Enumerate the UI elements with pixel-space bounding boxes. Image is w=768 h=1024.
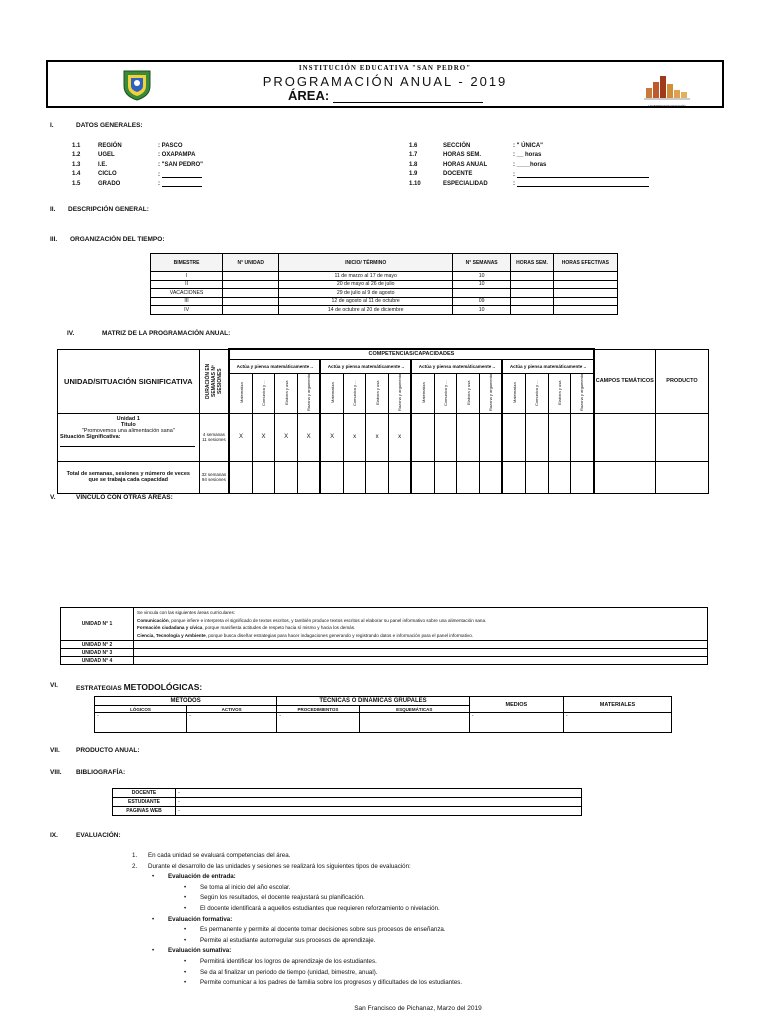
- tiempo-header: BIMESTRE: [151, 254, 223, 272]
- producto-cell: [655, 461, 708, 493]
- producto-cell: [655, 413, 708, 461]
- capacidad-mark: [571, 413, 594, 461]
- tiempo-cell: 10: [453, 280, 511, 289]
- capacidad-mark: x: [366, 413, 389, 461]
- matriz-producto: PRODUCTO: [655, 349, 708, 413]
- capacidad-mark: X: [275, 413, 298, 461]
- biblio-value: -: [176, 798, 582, 807]
- tiempo-cell: [223, 289, 279, 298]
- capacidad-header: Elabora y usa: [457, 373, 480, 413]
- table-row: [61, 657, 708, 665]
- section-5-title: VINCULO CON OTRAS ÁREAS:: [76, 494, 173, 501]
- tiempo-cell: 20 de mayo al 26 de julio: [279, 280, 453, 289]
- capacidad-header: Comunica y ...: [434, 373, 457, 413]
- capacidad-mark: [502, 413, 525, 461]
- datos-key: UGEL: [98, 152, 115, 159]
- university-logo-icon: [642, 70, 692, 108]
- tiempo-cell: I: [151, 272, 223, 281]
- tiempo-cell: [453, 289, 511, 298]
- section-8-number: VIII.: [50, 769, 62, 776]
- total-cell: [252, 461, 275, 493]
- evaluacion-subitem: • Es permanente y permite al docente tomar decisiones sobre sus procesos de enseñanza.: [184, 925, 732, 936]
- procedimientos-header: PROCEDIMIENTOS: [277, 706, 359, 713]
- tiempo-cell: 10: [453, 272, 511, 281]
- datos-value: : "SAN PEDRO": [158, 161, 204, 168]
- vinculo-unidad-text: [134, 657, 708, 665]
- evaluacion-body: [132, 851, 732, 989]
- campos-cell: [594, 461, 656, 493]
- document-header: [46, 60, 724, 108]
- datos-value: : __ horas: [513, 152, 542, 159]
- tiempo-cell: [223, 297, 279, 306]
- table-row: [61, 641, 708, 649]
- tiempo-cell: 09: [453, 297, 511, 306]
- tiempo-header: INICIO/ TÉRMINO: [279, 254, 453, 272]
- datos-value: : PASCO: [158, 142, 183, 149]
- total-cell: [297, 461, 320, 493]
- bullet-icon: •: [184, 894, 187, 902]
- capacidad-header: Razona y argumenta: [297, 373, 320, 413]
- datos-num: 1.8: [409, 161, 418, 168]
- datos-num: 1.4: [72, 171, 81, 178]
- table-row: [61, 649, 708, 657]
- datos-row: [409, 170, 649, 180]
- table-row: [113, 798, 582, 807]
- competencia-group: Actúa y piensa matemáticamente ..: [502, 359, 593, 373]
- institution-name: INSTITUCIÓN EDUCATIVA "SAN PEDRO": [298, 64, 472, 72]
- capacidad-mark: x: [388, 413, 411, 461]
- capacidad-mark: X: [320, 413, 343, 461]
- tiempo-cell: [553, 289, 617, 298]
- datos-key: HORAS ANUAL: [443, 161, 488, 168]
- datos-value: :: [513, 170, 649, 180]
- vinculo-unidad: UNIDAD N° 2: [61, 641, 134, 649]
- tiempo-cell: [223, 306, 279, 315]
- tiempo-cell: III: [151, 297, 223, 306]
- table-row: [151, 297, 618, 306]
- esquematicas-cell: [359, 713, 469, 733]
- capacidad-header: Matematiza: [229, 373, 252, 413]
- materiales-cell: -: [563, 713, 671, 733]
- tiempo-header: HORAS EFECTIVAS: [553, 254, 617, 272]
- tiempo-cell: 29 de julio al 9 de agosto: [279, 289, 453, 298]
- datos-value: : OXAPAMPA: [158, 152, 196, 159]
- biblio-key: DOCENTE: [113, 789, 176, 798]
- medios-header: MEDIOS: [469, 697, 563, 713]
- tiempo-header: HORAS SEM.: [511, 254, 553, 272]
- datos-num: 1.6: [409, 142, 418, 149]
- total-cell: [457, 461, 480, 493]
- tiempo-cell: II: [151, 280, 223, 289]
- vinculo-unidad-text: [134, 649, 708, 657]
- datos-key: HORAS SEM.: [443, 152, 482, 159]
- table-row: [151, 272, 618, 281]
- evaluacion-item-2: 2. Durante el desarrollo de las unidades y sesiones se realizará los siguientes tipos de evaluación:: [132, 862, 411, 870]
- section-2-title: DESCRIPCIÓN GENERAL:: [68, 206, 149, 213]
- section-2-number: II.: [50, 206, 56, 213]
- tiempo-cell: 10: [453, 306, 511, 315]
- datos-num: 1.2: [72, 152, 81, 159]
- capacidad-header: Razona y argumenta: [571, 373, 594, 413]
- bullet-icon: •: [152, 915, 155, 923]
- capacidad-mark: X: [252, 413, 275, 461]
- total-cell: [548, 461, 571, 493]
- capacidad-mark: [548, 413, 571, 461]
- matriz-col-unidad: UNIDAD/SITUACIÓN SIGNIFICATIVA: [58, 349, 200, 413]
- datos-key: SECCIÓN: [443, 142, 471, 149]
- datos-key: GRADO: [98, 180, 121, 187]
- evaluacion-subitem: • Permite al estudiante autorregular sus procesos de aprendizaje.: [184, 936, 732, 947]
- evaluacion-subitem: • Según los resultados, el docente reajustará su planificación.: [184, 893, 732, 904]
- datos-row: [72, 141, 203, 151]
- section-9-title: EVALUACIÓN:: [76, 832, 121, 839]
- section-9-number: IX.: [50, 832, 58, 839]
- logicos-cell: -: [95, 713, 187, 733]
- total-cell: [388, 461, 411, 493]
- area-blank: [333, 90, 483, 103]
- datos-right: [409, 141, 649, 189]
- evaluacion-tipo: • Evaluación de entrada:: [152, 872, 732, 883]
- matriz-competencias: COMPETENCIAS/CAPACIDADES: [229, 349, 593, 359]
- tiempo-cell: [511, 280, 553, 289]
- biblio-key: PAGINAS WEB: [113, 807, 176, 816]
- matriz-col-duracion: DURACIÓN EN SEMANAS Nº SESIONES: [199, 349, 229, 413]
- tiempo-cell: [511, 306, 553, 315]
- datos-num: 1.1: [72, 142, 81, 149]
- biblio-key: ESTUDIANTE: [113, 798, 176, 807]
- capacidad-mark: [457, 413, 480, 461]
- total-cell: [502, 461, 525, 493]
- vinculo-unidad-1: UNIDAD N° 1: [61, 608, 134, 641]
- tiempo-cell: [223, 272, 279, 281]
- biblio-value: -: [176, 789, 582, 798]
- evaluacion-item-1: 1. En cada unidad se evaluará competencias del área.: [132, 852, 291, 859]
- capacidad-header: Elabora y usa: [275, 373, 298, 413]
- bullet-icon: •: [152, 947, 155, 955]
- total-label: Total de semanas, sesiones y número de veces que se trabaja cada capacidad: [58, 461, 200, 493]
- procedimientos-cell: -: [277, 713, 359, 733]
- tiempo-header: N° SEMANAS: [453, 254, 511, 272]
- capacidad-header: Matematiza: [411, 373, 434, 413]
- bullet-icon: •: [184, 926, 187, 934]
- capacidad-header: Elabora y usa: [548, 373, 571, 413]
- matriz-campos: CAMPOS TEMÁTICOS: [594, 349, 656, 413]
- section-6-number: VI.: [50, 682, 58, 689]
- datos-num: 1.9: [409, 171, 418, 178]
- total-cell: [366, 461, 389, 493]
- table-row: [151, 306, 618, 315]
- evaluacion-subitem: • El docente identificará a aquellos estudiantes que requieren reforzamiento o nivelación.: [184, 904, 732, 915]
- datos-key: DOCENTE: [443, 171, 473, 178]
- matriz-table: [57, 348, 709, 494]
- section-6-title: ESTRATEGIAS METODOLÓGICAS:: [76, 682, 203, 692]
- tiempo-cell: VACACIONES: [151, 289, 223, 298]
- section-7-number: VII.: [50, 747, 60, 754]
- capacidad-mark: [525, 413, 548, 461]
- capacidad-mark: X: [297, 413, 320, 461]
- datos-value: : ____horas: [513, 161, 547, 168]
- capacidad-header: Razona y argumenta: [388, 373, 411, 413]
- competencia-group: Actúa y piensa matemáticamente ..: [411, 359, 502, 373]
- capacidad-mark: [434, 413, 457, 461]
- section-4-title: MATRIZ DE LA PROGRAMACIÓN ANUAL:: [102, 330, 231, 337]
- datos-key: CICLO: [98, 171, 117, 178]
- section-4-number: IV.: [67, 330, 75, 337]
- materiales-header: MATERIALES: [563, 697, 671, 713]
- tiempo-cell: [553, 272, 617, 281]
- bullet-icon: •: [184, 883, 187, 891]
- section-1-number: I.: [50, 122, 54, 129]
- campos-cell: [594, 413, 656, 461]
- section-3-number: III.: [50, 236, 58, 243]
- tiempo-cell: 14 de octubre al 20 de diciembre: [279, 306, 453, 315]
- vinculo-unidad: UNIDAD N° 3: [61, 649, 134, 657]
- capacidad-header: Comunica y ...: [252, 373, 275, 413]
- vinculo-line: Ciencia, Tecnología y Ambiente, porque busca diseñar estrategias para hacer indagaciones generando y registrando datos e información para el panel informativo.: [137, 632, 474, 638]
- capacidad-header: Razona y argumenta: [479, 373, 502, 413]
- datos-row: [72, 170, 203, 180]
- area-field: [288, 88, 483, 103]
- estrategias-table: [94, 696, 672, 733]
- tiempo-cell: 12 de agosto al 11 de octubre: [279, 297, 453, 306]
- tiempo-cell: [511, 272, 553, 281]
- datos-value: : " ÚNICA": [513, 142, 544, 149]
- vinculo-line: Formación ciudadana y cívica, porque manifiesta actitudes de respeto hacia sí mismo y hacia los demás.: [137, 625, 356, 630]
- datos-num: 1.10: [409, 180, 421, 187]
- tiempo-cell: [511, 297, 553, 306]
- bullet-icon: •: [184, 904, 187, 912]
- datos-value: :: [158, 170, 203, 180]
- bullet-icon: •: [184, 979, 187, 987]
- capacidad-header: Comunica y ...: [343, 373, 366, 413]
- logo-caption: UNIVERSIDAD DE EDUCACIÓN: [648, 105, 686, 108]
- section-1-title: DATOS GENERALES:: [76, 122, 143, 129]
- tiempo-cell: [553, 297, 617, 306]
- total-cell: [320, 461, 343, 493]
- datos-row: [409, 151, 649, 161]
- competencia-group: Actúa y piensa matemáticamente ..: [320, 359, 411, 373]
- total-cell: [229, 461, 252, 493]
- activos-header: ACTIVOS: [187, 706, 277, 713]
- total-cell: [525, 461, 548, 493]
- evaluacion-subitem: • Se toma al inicio del año escolar.: [184, 883, 732, 894]
- unit-1-cell: Unidad 1 Titulo "Promovemos una alimentación sana" Situación Significativa:: [58, 413, 200, 461]
- total-cell: [434, 461, 457, 493]
- capacidad-header: Matematiza: [320, 373, 343, 413]
- datos-left: [72, 141, 203, 189]
- vinculo-unidad-1-text: Se vincula con las siguientes áreas curriculares: Comunicación, porque infiere e interpreta el significado de textos escritos, y también produce textos escritos al elaborar su panel informativo sobre una alimentación sana. Formación ciudadana y cívica, porque manifiesta actitudes de respeto hacia sí mismo y hacia los demás. Ciencia, Tecnología y Ambiente, porque busca diseñar estrategias para hacer indagaciones generando y registrando datos e información para el panel informativo.: [134, 608, 708, 641]
- datos-value: :: [513, 179, 649, 189]
- section-7-title: PRODUCTO ANUAL:: [76, 747, 140, 754]
- logicos-header: LÓGICOS: [95, 706, 187, 713]
- datos-key: REGIÓN: [98, 142, 122, 149]
- tiempo-cell: [511, 289, 553, 298]
- capacidad-header: Elabora y usa: [366, 373, 389, 413]
- datos-row: [72, 151, 203, 161]
- datos-key: ESPECIALIDAD: [443, 180, 488, 187]
- capacidad-header: Comunica y ...: [525, 373, 548, 413]
- page-title: PROGRAMACIÓN ANUAL - 2019: [262, 74, 508, 89]
- competencia-group: Actúa y piensa matemáticamente ..: [229, 359, 320, 373]
- total-cell: [343, 461, 366, 493]
- total-cell: [571, 461, 594, 493]
- section-5-number: V.: [50, 494, 56, 501]
- evaluacion-subitem: • Se da al finalizar un periodo de tiempo (unidad, bimestre, anual).: [184, 968, 732, 979]
- tiempo-header: N° UNIDAD: [223, 254, 279, 272]
- total-cell: [275, 461, 298, 493]
- tiempo-table: [150, 253, 618, 315]
- datos-row: [409, 179, 649, 189]
- datos-num: 1.7: [409, 152, 418, 159]
- evaluacion-tipo: • Evaluación formativa:: [152, 915, 732, 926]
- datos-row: [409, 141, 649, 151]
- footer-place-date: San Francisco de Pichanaz, Marzo del 2019: [354, 1005, 482, 1012]
- capacidad-mark: x: [343, 413, 366, 461]
- datos-value: :: [158, 179, 203, 189]
- tiempo-cell: 11 de marzo al 17 de mayo: [279, 272, 453, 281]
- bullet-icon: •: [184, 936, 187, 944]
- vinculo-table: [60, 607, 708, 665]
- activos-cell: -: [187, 713, 277, 733]
- capacidad-mark: [411, 413, 434, 461]
- esquematicas-header: ESQUEMÁTICAS: [359, 706, 469, 713]
- datos-row: [72, 160, 203, 170]
- datos-num: 1.3: [72, 161, 81, 168]
- bullet-icon: •: [152, 873, 155, 881]
- evaluacion-subitem: • Permitirá identificar los logros de aprendizaje de los estudiantes.: [184, 957, 732, 968]
- tiempo-cell: [223, 280, 279, 289]
- tiempo-header-row: [151, 254, 618, 272]
- medios-cell: -: [469, 713, 563, 733]
- tiempo-cell: [553, 280, 617, 289]
- datos-num: 1.5: [72, 180, 81, 187]
- datos-row: [72, 179, 203, 189]
- tiempo-cell: IV: [151, 306, 223, 315]
- unit-1-duration: 4 semanas 11 sesiones: [199, 413, 229, 461]
- capacidad-mark: [479, 413, 502, 461]
- area-label: ÁREA:: [288, 88, 330, 103]
- total-cell: [411, 461, 434, 493]
- table-row: [151, 289, 618, 298]
- table-row: [113, 789, 582, 798]
- datos-key: I.E.: [98, 161, 108, 168]
- evaluacion-subitem: • Permite comunicar a los padres de familia sobre los progresos y dificultades de los estudiantes.: [184, 978, 732, 989]
- section-8-title: BIBLIOGRAFÍA:: [76, 769, 126, 776]
- datos-row: [409, 160, 649, 170]
- table-row: [113, 807, 582, 816]
- bullet-icon: •: [184, 957, 187, 965]
- vinculo-unidad: UNIDAD N° 4: [61, 657, 134, 665]
- capacidad-header: Matematiza: [502, 373, 525, 413]
- total-cell: [479, 461, 502, 493]
- section-3-title: ORGANIZACIÓN DEL TIEMPO:: [70, 236, 165, 243]
- vinculo-unidad-text: [134, 641, 708, 649]
- tiempo-cell: [553, 306, 617, 315]
- table-row: [151, 280, 618, 289]
- bibliografia-table: [112, 788, 582, 816]
- biblio-value: -: [176, 807, 582, 816]
- evaluacion-tipo: • Evaluación sumativa:: [152, 946, 732, 957]
- total-duration: 32 semanas 94 sesiones: [199, 461, 229, 493]
- vinculo-line: Comunicación, porque infiere e interpreta el significado de textos escritos, y también produce textos escritos al elaborar su panel informativo sobre una alimentación sana.: [137, 617, 487, 623]
- capacidad-mark: X: [229, 413, 252, 461]
- metodos-header: MÉTODOS: [95, 697, 277, 706]
- bullet-icon: •: [184, 968, 187, 976]
- tecnicas-header: TÉCNICAS O DINÁMICAS GRUPALES: [277, 697, 470, 706]
